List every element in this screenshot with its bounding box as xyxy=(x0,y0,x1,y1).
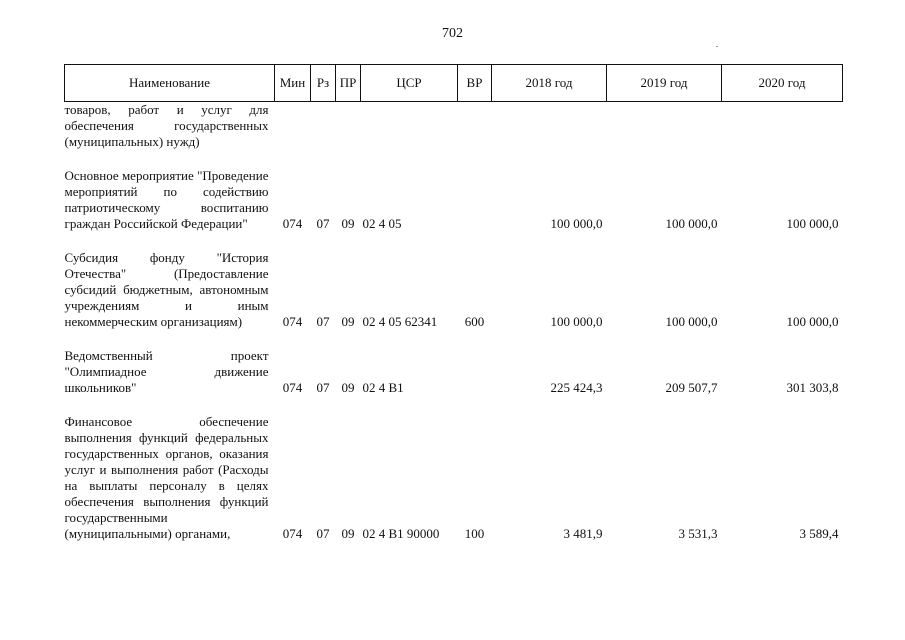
row-2020: 3 589,4 xyxy=(799,526,839,541)
table-row xyxy=(65,250,843,330)
row-name: Субсидия фонду "История Отечества" (Предоставление субсидий бюджетным, автономным учреждениям и иным некоммерческим организациям) xyxy=(64,250,269,329)
scan-speck xyxy=(716,46,718,47)
row-rz xyxy=(311,102,336,151)
row-csr: 02 4 B1 90000 xyxy=(362,526,440,541)
row-csr: 02 4 05 62341 xyxy=(362,314,438,329)
row-rz: 07 xyxy=(316,314,330,329)
budget-table xyxy=(64,64,843,542)
row-pr: 09 xyxy=(341,216,355,231)
row-rz: 07 xyxy=(316,526,330,541)
row-csr: 02 4 B1 xyxy=(362,380,404,395)
row-min: 074 xyxy=(282,380,303,395)
table-row xyxy=(65,414,843,542)
row-vr xyxy=(458,102,492,151)
header-2020: 2020 год xyxy=(722,65,843,102)
row-pr: 09 xyxy=(341,380,355,395)
table-row xyxy=(65,168,843,232)
row-min: 074 xyxy=(282,314,303,329)
row-2018: 100 000,0 xyxy=(550,314,603,329)
row-2019: 100 000,0 xyxy=(665,216,718,231)
row-2020: 100 000,0 xyxy=(786,216,839,231)
row-2020: 100 000,0 xyxy=(786,314,839,329)
row-2020 xyxy=(722,102,843,151)
row-2018: 100 000,0 xyxy=(550,216,603,231)
header-pr: ПР xyxy=(336,65,361,102)
row-min: 074 xyxy=(282,526,303,541)
row-rz: 07 xyxy=(316,380,330,395)
row-2019: 3 531,3 xyxy=(678,526,718,541)
row-2018 xyxy=(492,102,607,151)
header-vr: ВР xyxy=(458,65,492,102)
row-name: Ведомственный проект "Олимпиадное движение школьников" xyxy=(64,348,269,395)
row-pr: 09 xyxy=(341,314,355,329)
row-spacer xyxy=(65,396,843,414)
row-spacer xyxy=(65,330,843,348)
row-2019: 100 000,0 xyxy=(665,314,718,329)
header-rz: Рз xyxy=(311,65,336,102)
row-spacer xyxy=(65,150,843,168)
row-rz: 07 xyxy=(316,216,330,231)
row-2018: 3 481,9 xyxy=(563,526,603,541)
row-2020: 301 303,8 xyxy=(786,380,839,395)
row-2018: 225 424,3 xyxy=(550,380,603,395)
row-name: Основное мероприятие "Проведение мероприятий по содействию патриотическому воспитанию граждан Российской Федерации" xyxy=(64,168,269,231)
row-csr: 02 4 05 xyxy=(362,216,402,231)
row-2019: 209 507,7 xyxy=(665,380,718,395)
row-name: товаров, работ и услуг для обеспечения государственных (муниципальных) нужд) xyxy=(64,102,269,149)
table-row xyxy=(65,348,843,396)
header-2019: 2019 год xyxy=(607,65,722,102)
row-csr xyxy=(361,102,458,151)
header-2018: 2018 год xyxy=(492,65,607,102)
table-row xyxy=(65,102,843,151)
header-min: Мин xyxy=(275,65,311,102)
row-spacer xyxy=(65,232,843,250)
row-pr: 09 xyxy=(341,526,355,541)
header-csr: ЦСР xyxy=(361,65,458,102)
row-vr: 600 xyxy=(464,314,485,329)
row-min: 074 xyxy=(282,216,303,231)
table-header-row xyxy=(65,65,843,102)
row-vr xyxy=(458,348,492,396)
row-2019 xyxy=(607,102,722,151)
row-vr xyxy=(458,168,492,232)
page-number: 702 xyxy=(442,26,463,41)
row-min xyxy=(275,102,311,151)
header-name: Наименование xyxy=(65,65,275,102)
row-vr: 100 xyxy=(464,526,485,541)
row-pr xyxy=(336,102,361,151)
row-name: Финансовое обеспечение выполнения функций федеральных государственных органов, оказания услуг и выполнения работ (Расходы на выплаты персоналу в целях обеспечения выполнения функций государственными (муниципальными) органами, xyxy=(64,414,269,541)
